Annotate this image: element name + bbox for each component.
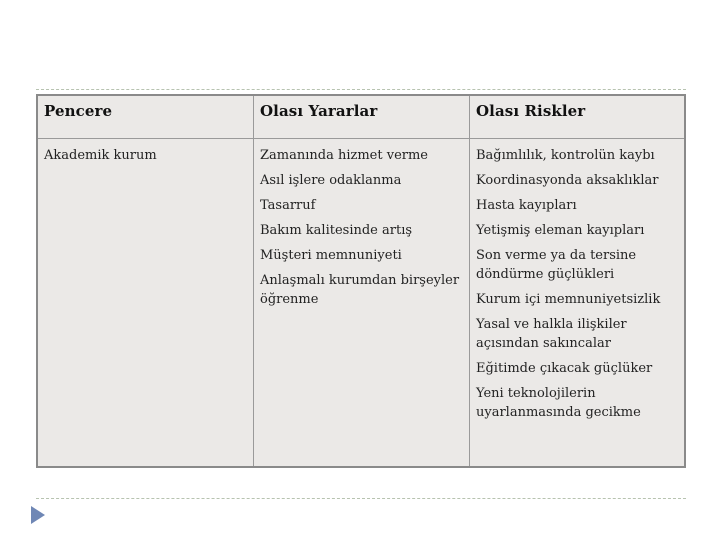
risk-item: Son verme ya da tersine döndürme güçlükleri (476, 248, 637, 282)
benefits-cell (260, 146, 462, 315)
benefit-item: Anlaşmalı kurumdan birşeyler öğrenme (260, 273, 460, 307)
benefit-item: Tasarruf (260, 198, 316, 213)
header-divider (38, 138, 684, 139)
column-divider (253, 96, 254, 466)
benefit-item: Bakım kalitesinde artış (260, 223, 413, 238)
risk-item: Hasta kayıpları (476, 198, 577, 213)
risks-cell (476, 146, 676, 428)
risk-item: Eğitimde çıkacak güçlüker (476, 361, 653, 376)
header-window: Pencere (44, 102, 113, 120)
bottom-divider (36, 498, 686, 499)
header-risks: Olası Riskler (476, 102, 586, 120)
next-slide-arrow-icon[interactable] (31, 506, 45, 524)
risk-item: Yetişmiş eleman kayıpları (476, 223, 645, 238)
benefit-item: Asıl işlere odaklanma (260, 173, 402, 188)
benefit-item: Zamanında hizmet verme (260, 148, 428, 163)
top-divider (36, 89, 686, 90)
benefit-item: Müşteri memnuniyeti (260, 248, 402, 263)
risk-item: Yeni teknolojilerin uyarlanmasında gecikme (476, 386, 641, 420)
risk-item: Bağımlılık, kontrolün kaybı (476, 148, 655, 163)
risk-item: Yasal ve halkla ilişkiler açısından sakıncalar (476, 317, 627, 351)
risk-item: Koordinasyonda aksaklıklar (476, 173, 659, 188)
risk-benefit-table (36, 94, 686, 468)
window-label: Akademik kurum (44, 148, 157, 163)
risk-item: Kurum içi memnuniyetsizlik (476, 292, 661, 307)
header-benefits: Olası Yararlar (260, 102, 378, 120)
window-cell (44, 146, 244, 171)
column-divider (469, 96, 470, 466)
